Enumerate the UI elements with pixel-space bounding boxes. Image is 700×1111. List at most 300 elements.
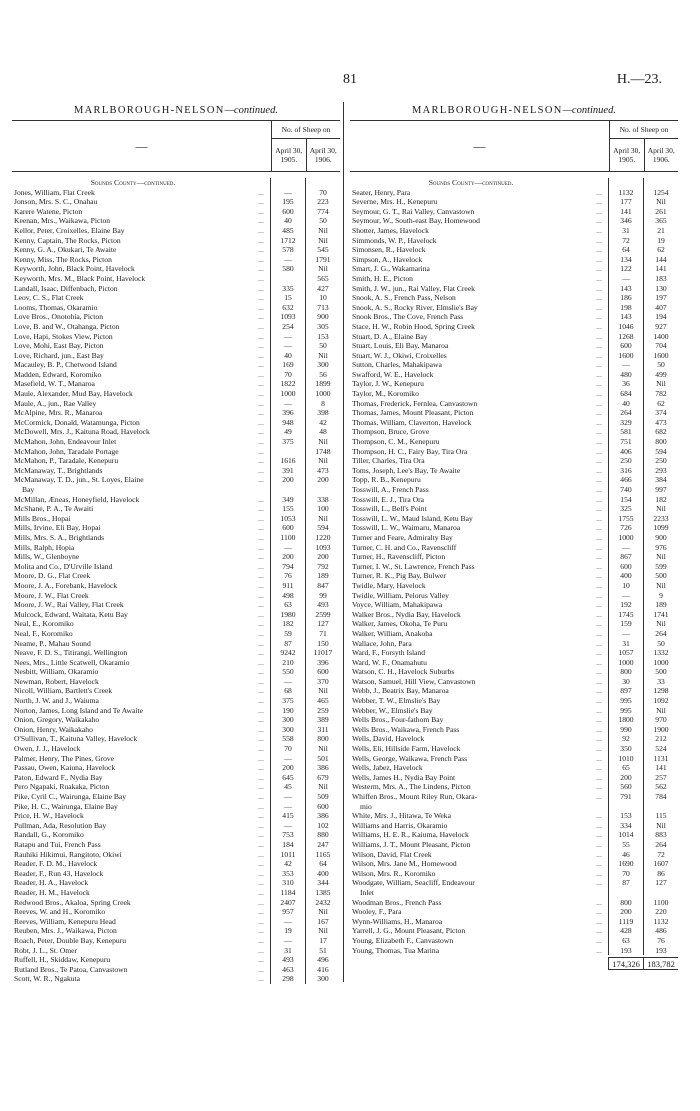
sheep-1905: 800 — [608, 898, 643, 908]
table-row — [12, 802, 340, 812]
holder-name: Tosswill, L. W., Waimaru, Manaroa — [352, 523, 461, 533]
leader-dots: ... — [596, 513, 602, 523]
sheep-1906: 10 — [305, 293, 340, 303]
sheep-1906: 115 — [643, 811, 678, 821]
holder-name: Maule, Alexander, Mud Bay, Havelock — [14, 389, 133, 399]
leader-dots: ... — [258, 437, 264, 447]
sheep-1906: 21 — [643, 226, 678, 236]
holder-name: Walker Bros., Nydia Bay, Havelock — [352, 609, 461, 619]
sheep-1906: 1332 — [643, 648, 678, 658]
holder-name: Stuart, Louis, Eli Bay, Manaroa — [352, 341, 449, 351]
sheep-1905: — — [270, 677, 305, 687]
holder-name: Twidle, William, Pelorus Valley — [352, 590, 449, 600]
leader-dots: ... — [596, 485, 602, 494]
leader-dots: ... — [258, 398, 264, 408]
leader-dots: ... — [596, 552, 602, 562]
table-row — [350, 667, 678, 677]
sheep-1905: 948 — [270, 418, 305, 428]
sheep-1906: 220 — [643, 907, 678, 917]
holder-name: Woodman Bros., French Pass — [352, 897, 442, 907]
leader-dots: ... — [596, 753, 602, 763]
sheep-1906: 784 — [643, 792, 678, 802]
sheep-1905: 64 — [608, 245, 643, 255]
holder-name: Taylor, M., Koromiko — [352, 389, 419, 399]
table-row — [12, 763, 340, 773]
holder-name: Thompson, H. C., Fairy Bay, Tira Ora — [352, 446, 468, 456]
table-row — [350, 312, 678, 322]
holder-name: Molita and Co., D'Urville Island — [14, 561, 113, 571]
table-row — [350, 926, 678, 936]
table-row — [12, 437, 340, 447]
sheep-1906 — [643, 888, 678, 898]
leader-dots: ... — [258, 408, 264, 418]
sheep-1906: 76 — [643, 936, 678, 946]
holder-name: Nees, Mrs., Little Scatwell, Okaramio — [14, 657, 130, 667]
table-row — [350, 245, 678, 255]
sheep-1905: 36 — [608, 379, 643, 389]
holder-name: Robt, J. L., St. Omer — [14, 945, 78, 955]
sheep-1905: 87 — [270, 639, 305, 649]
sheep-1905: 250 — [608, 456, 643, 466]
sheep-1905: 9242 — [270, 648, 305, 658]
holder-name: Passau, Owen, Kaiuna, Havelock — [14, 763, 116, 773]
holder-name: Mills, W., Glenboyne — [14, 552, 80, 562]
sheep-1905: 200 — [608, 907, 643, 917]
leader-dots: ... — [258, 724, 264, 734]
leader-dots: ... — [596, 571, 602, 581]
sheep-1905 — [270, 447, 305, 457]
sheep-1905: 406 — [608, 447, 643, 457]
leader-dots: ... — [596, 437, 602, 447]
holder-name: Reuben, Mrs. J., Waikawa, Picton — [14, 926, 117, 936]
sheep-1906: 407 — [643, 303, 678, 313]
table-row — [350, 629, 678, 639]
table-row — [350, 418, 678, 428]
table-row — [350, 456, 678, 466]
table-row — [12, 974, 340, 984]
holder-name: McManaway, T., Brightlands — [14, 465, 103, 475]
holder-name: Tosswill, A., French Pass — [352, 485, 429, 494]
right-table-header — [350, 120, 678, 172]
sheep-1905: — — [270, 341, 305, 351]
sheep-1905 — [608, 802, 643, 812]
leader-dots: ... — [596, 744, 602, 754]
sheep-1906: 141 — [643, 763, 678, 773]
sheep-1906: 1132 — [643, 917, 678, 927]
sheep-1905: 1014 — [608, 830, 643, 840]
sheep-1906: 11017 — [305, 648, 340, 658]
table-row — [350, 207, 678, 217]
sheep-1906: 427 — [305, 284, 340, 294]
sheep-1906: 880 — [305, 830, 340, 840]
sheep-1905: — — [270, 917, 305, 927]
sheep-1906: 501 — [305, 754, 340, 764]
leader-dots: ... — [596, 427, 602, 437]
holder-name: Twidle, Mary, Havelock — [352, 580, 426, 590]
holder-name: Moore, D. G., Flat Creek — [14, 571, 91, 581]
sheep-1905: 794 — [270, 562, 305, 572]
sheep-1905: 40 — [270, 216, 305, 226]
leader-dots: ... — [258, 331, 264, 341]
sheep-1905: 1000 — [608, 658, 643, 668]
sheep-1906: 197 — [643, 293, 678, 303]
table-row — [12, 399, 340, 409]
sheep-1906 — [305, 485, 340, 495]
leader-dots: ... — [258, 283, 264, 293]
sheep-1906: Nil — [643, 581, 678, 591]
table-row — [350, 216, 678, 226]
leader-dots: ... — [258, 235, 264, 245]
holder-name: Mulcock, Edward, Waitata, Ketu Bay — [14, 609, 128, 619]
table-row — [350, 303, 678, 313]
table-row — [12, 418, 340, 428]
sheep-1906: Nil — [305, 236, 340, 246]
table-row — [12, 495, 340, 505]
holder-name: Wilson, Mrs. R., Koromiko — [352, 868, 436, 878]
leader-dots — [252, 178, 270, 188]
right-title-text: MARLBOROUGH-NELSON — [412, 105, 563, 116]
holder-name: O'Sullivan, T., Kaituna Valley, Havelock — [14, 734, 138, 744]
sheep-1906: Nil — [305, 782, 340, 792]
sheep-1906: 48 — [305, 427, 340, 437]
leader-dots: ... — [596, 792, 602, 801]
holder-name: Rutland Bros., Te Patoa, Canvastown — [14, 964, 128, 974]
holder-name: Pullman, Ada, Resolution Bay — [14, 820, 107, 830]
table-row — [12, 821, 340, 831]
table-row — [350, 619, 678, 629]
leader-dots: ... — [596, 772, 602, 782]
sheep-1905: 254 — [270, 322, 305, 332]
right-total-row — [350, 957, 678, 970]
sheep-1906 — [643, 802, 678, 812]
table-row — [12, 667, 340, 677]
sheep-1905: 558 — [270, 734, 305, 744]
sheep-1905: 600 — [270, 207, 305, 217]
sheep-1905: 31 — [608, 226, 643, 236]
leader-dots: ... — [596, 686, 602, 696]
holder-name: Onion, Henry, Waikakaho — [14, 724, 93, 734]
sheep-1906: 1131 — [643, 754, 678, 764]
holder-name: Tosswill, L., Bell's Point — [352, 504, 427, 514]
sheep-1906: 33 — [643, 677, 678, 687]
holder-name: Thomas, James, Mount Pleasant, Picton — [352, 408, 474, 418]
leader-dots: ... — [258, 417, 264, 427]
left-table-body — [12, 172, 340, 984]
sheep-1906: 473 — [305, 466, 340, 476]
leader-dots: ... — [258, 926, 264, 936]
table-row — [12, 792, 340, 802]
sheep-1906: 338 — [305, 495, 340, 505]
holder-name: Walker, William, Anakoha — [352, 628, 433, 638]
holder-name: Mills, Ralph, Hopia — [14, 542, 75, 552]
leader-dots: ... — [258, 935, 264, 945]
table-row — [350, 485, 678, 495]
holder-name: McMahon, John, Taradale Portage — [14, 446, 119, 456]
sheep-1905: 15 — [270, 293, 305, 303]
sheep-1905: 428 — [608, 926, 643, 936]
leader-dots: ... — [258, 571, 264, 581]
table-row — [350, 543, 678, 553]
sheep-1905: 1745 — [608, 610, 643, 620]
holder-name: Thomas, Frederick, Fernlea, Canvastown — [352, 398, 478, 408]
leader-dots: ... — [596, 408, 602, 418]
leader-dots: ... — [596, 523, 602, 533]
holder-name: Swafford, W. E., Havelock — [352, 369, 434, 379]
holder-name: Reader, F., Run 43, Havelock — [14, 868, 104, 878]
sheep-1905: 480 — [608, 370, 643, 380]
sheep-1906: 1900 — [643, 725, 678, 735]
sheep-1905: 31 — [270, 946, 305, 956]
left-header-col1: April 30, 1905. — [272, 139, 307, 171]
sheep-1906: 72 — [643, 850, 678, 860]
leader-dots: ... — [596, 542, 602, 552]
left-column — [12, 102, 340, 984]
sheep-1906: 1220 — [305, 533, 340, 543]
leader-dots: ... — [596, 820, 602, 830]
leader-dots: ... — [258, 504, 264, 514]
table-row — [12, 600, 340, 610]
table-row — [350, 427, 678, 437]
sheep-1906: 2432 — [305, 898, 340, 908]
table-row — [12, 629, 340, 639]
table-row — [350, 907, 678, 917]
holder-name: Reeves, W. and H., Koromiko — [14, 907, 106, 917]
table-row — [350, 360, 678, 370]
leader-dots: ... — [258, 197, 264, 207]
left-column-title — [12, 102, 340, 120]
sheep-1906: 782 — [643, 389, 678, 399]
table-row — [350, 408, 678, 418]
leader-dots: ... — [596, 398, 602, 408]
leader-dots: ... — [258, 350, 264, 360]
leader-dots: ... — [258, 619, 264, 629]
sheep-1906: 50 — [643, 639, 678, 649]
leader-dots: ... — [596, 245, 602, 255]
table-row — [12, 370, 340, 380]
sheep-1906: Nil — [305, 264, 340, 274]
sheep-1906: 545 — [305, 245, 340, 255]
sheep-1906: 496 — [305, 955, 340, 965]
sheep-1906: 374 — [643, 408, 678, 418]
sheep-1906: 167 — [305, 917, 340, 927]
sheep-1906: 42 — [305, 418, 340, 428]
leader-dots: ... — [596, 456, 602, 466]
sheep-1906: 212 — [643, 734, 678, 744]
holder-name: Wallace, John, Para — [352, 638, 412, 648]
sheep-1905: 684 — [608, 389, 643, 399]
table-row — [350, 514, 678, 524]
table-row — [350, 639, 678, 649]
sheep-1905: 353 — [270, 869, 305, 879]
sheep-1906: 64 — [305, 859, 340, 869]
table-row — [350, 840, 678, 850]
table-row — [350, 773, 678, 783]
sheep-1906: 1165 — [305, 850, 340, 860]
leader-dots: ... — [258, 897, 264, 907]
sheep-1906: 599 — [643, 562, 678, 572]
sheep-1905: — — [270, 188, 305, 198]
sheep-1906: Nil — [643, 197, 678, 207]
sheep-1906: 51 — [305, 946, 340, 956]
sheep-1906: 71 — [305, 629, 340, 639]
leader-dots: ... — [258, 465, 264, 475]
right-column-title — [350, 102, 678, 120]
sheep-1906: 847 — [305, 581, 340, 591]
sheep-1905: 466 — [608, 475, 643, 485]
sheep-1905: 200 — [270, 475, 305, 485]
sheep-1905: 346 — [608, 216, 643, 226]
holder-name: Smart, J. G., Wakamarina — [352, 264, 430, 274]
holder-name: Webb, J., Beatrix Bay, Manaroa — [352, 686, 449, 696]
sheep-1905: 2407 — [270, 898, 305, 908]
sheep-1905: — — [270, 399, 305, 409]
holder-name: Wooley, F., Para — [352, 907, 402, 917]
sheep-1906: 1100 — [643, 898, 678, 908]
sheep-1905: 550 — [270, 667, 305, 677]
total-1905: 174,326 — [608, 957, 643, 970]
leader-dots: ... — [258, 302, 264, 312]
sheep-1905: 192 — [608, 600, 643, 610]
holder-name: Reader, H. M., Havelock — [14, 887, 90, 897]
leader-dots: ... — [258, 360, 264, 370]
holder-name: Price, H. W., Havelock — [14, 811, 84, 821]
table-row — [350, 322, 678, 332]
sheep-1905: 264 — [608, 408, 643, 418]
holder-name: Taylor, J. W., Kenepuru — [352, 379, 424, 389]
sheep-1905: 1119 — [608, 917, 643, 927]
holder-name: Topp, R. B., Kenepuru — [352, 475, 421, 485]
table-row — [12, 284, 340, 294]
table-row — [12, 226, 340, 236]
holder-name: Ruffell, H., Skiddaw, Kenepuru — [14, 955, 111, 965]
sheep-1906: 70 — [305, 188, 340, 198]
leader-dots: ... — [258, 916, 264, 926]
table-row — [12, 514, 340, 524]
holder-name: Wilson, David, Flat Creek — [352, 849, 432, 859]
leader-dots: ... — [258, 216, 264, 226]
holder-name: North, J. W. and J., Waiuma — [14, 696, 99, 706]
left-header-numbers: No. of Sheep on — [272, 121, 340, 139]
leader-dots: ... — [258, 763, 264, 773]
holder-name: Turner, C. H. and Co., Ravenscliff — [352, 542, 457, 552]
sheep-1905: — — [270, 792, 305, 802]
sheep-1905: 200 — [608, 773, 643, 783]
table-row — [350, 677, 678, 687]
leader-dots: ... — [596, 321, 602, 331]
table-row — [350, 600, 678, 610]
holder-name: Love, Hapi, Stokes View, Picton — [14, 331, 113, 341]
table-row — [350, 850, 678, 860]
leader-dots: ... — [258, 475, 264, 485]
leader-dots: ... — [596, 350, 602, 360]
sheep-1905: 751 — [608, 437, 643, 447]
sheep-1906: 800 — [305, 734, 340, 744]
leader-dots: ... — [596, 389, 602, 399]
holder-name: Ward, F., Forsyth Island — [352, 648, 426, 658]
sheep-1906: Nil — [305, 456, 340, 466]
table-row — [12, 725, 340, 735]
holder-name: Leov, C. S., Flat Creek — [14, 293, 84, 303]
holder-name: Thompson, Bruce, Grove — [352, 427, 430, 437]
sheep-1906: Nil — [305, 744, 340, 754]
sheep-1906: 976 — [643, 543, 678, 553]
sheep-1905: 1046 — [608, 322, 643, 332]
sheep-1905: 396 — [270, 408, 305, 418]
leader-dots: ... — [596, 197, 602, 207]
sheep-1906: 189 — [305, 571, 340, 581]
holder-name: Wynn-Williams, H., Manaroa — [352, 916, 443, 926]
leader-dots: ... — [258, 532, 264, 542]
table-row — [350, 696, 678, 706]
sheep-1906: 50 — [305, 216, 340, 226]
table-row — [12, 677, 340, 687]
sheep-1905: 42 — [270, 859, 305, 869]
right-header-col1: April 30, 1905. — [610, 139, 645, 171]
sheep-1905: — — [270, 936, 305, 946]
table-row — [350, 466, 678, 476]
sheep-1906: Nil — [305, 437, 340, 447]
holder-name: Sounds County—continued. — [428, 178, 514, 187]
sheep-1905: 1800 — [608, 715, 643, 725]
holder-name: Paton, Edward F., Nydia Bay — [14, 772, 103, 782]
sheep-1905: 740 — [608, 485, 643, 495]
sheep-1905: 1616 — [270, 456, 305, 466]
holder-name: Kenny, Captain, The Rocks, Picton — [14, 235, 121, 245]
leader-dots: ... — [596, 590, 602, 600]
leader-dots: ... — [258, 859, 264, 869]
sheep-1905: — — [270, 802, 305, 812]
sheep-1905: 600 — [608, 341, 643, 351]
table-row — [350, 782, 678, 792]
sheep-1906: 130 — [643, 284, 678, 294]
sheep-1906: 50 — [305, 341, 340, 351]
sheep-1905: 40 — [608, 399, 643, 409]
sheep-1906: 264 — [643, 629, 678, 639]
leader-dots: ... — [258, 245, 264, 255]
sheep-1906: 883 — [643, 830, 678, 840]
leader-dots: ... — [596, 859, 602, 869]
leader-dots — [590, 888, 608, 898]
holder-name: Owen, J. J., Havelock — [14, 744, 81, 754]
leader-dots: ... — [258, 542, 264, 552]
holder-name: Woodgate, William, Seacliff, Endeavour — [352, 878, 475, 888]
table-row — [350, 197, 678, 207]
sheep-1905: 19 — [270, 926, 305, 936]
sheep-1905: — — [270, 255, 305, 265]
sheep-1906: 600 — [305, 802, 340, 812]
table-row — [350, 341, 678, 351]
sheep-1906: 1600 — [643, 351, 678, 361]
table-row — [12, 696, 340, 706]
sheep-1906: 713 — [305, 303, 340, 313]
sheep-1905: 493 — [270, 955, 305, 965]
sheep-1906: 223 — [305, 197, 340, 207]
column-divider — [343, 102, 344, 982]
leader-dots: ... — [258, 273, 264, 283]
sheep-1905: 990 — [608, 725, 643, 735]
leader-dots: ... — [596, 504, 602, 514]
leader-dots: ... — [596, 600, 602, 610]
sheep-1906: Nil — [305, 514, 340, 524]
sheep-1905: 200 — [270, 763, 305, 773]
sheep-1905: 600 — [608, 562, 643, 572]
sheep-1906: 127 — [305, 619, 340, 629]
holder-name: Reader, H. A., Havelock — [14, 878, 89, 888]
sheep-1906: 400 — [305, 869, 340, 879]
holder-name: Williams, H. E. R., Kaiuma, Havelock — [352, 830, 469, 840]
sheep-1906: 127 — [643, 878, 678, 888]
table-row — [12, 427, 340, 437]
